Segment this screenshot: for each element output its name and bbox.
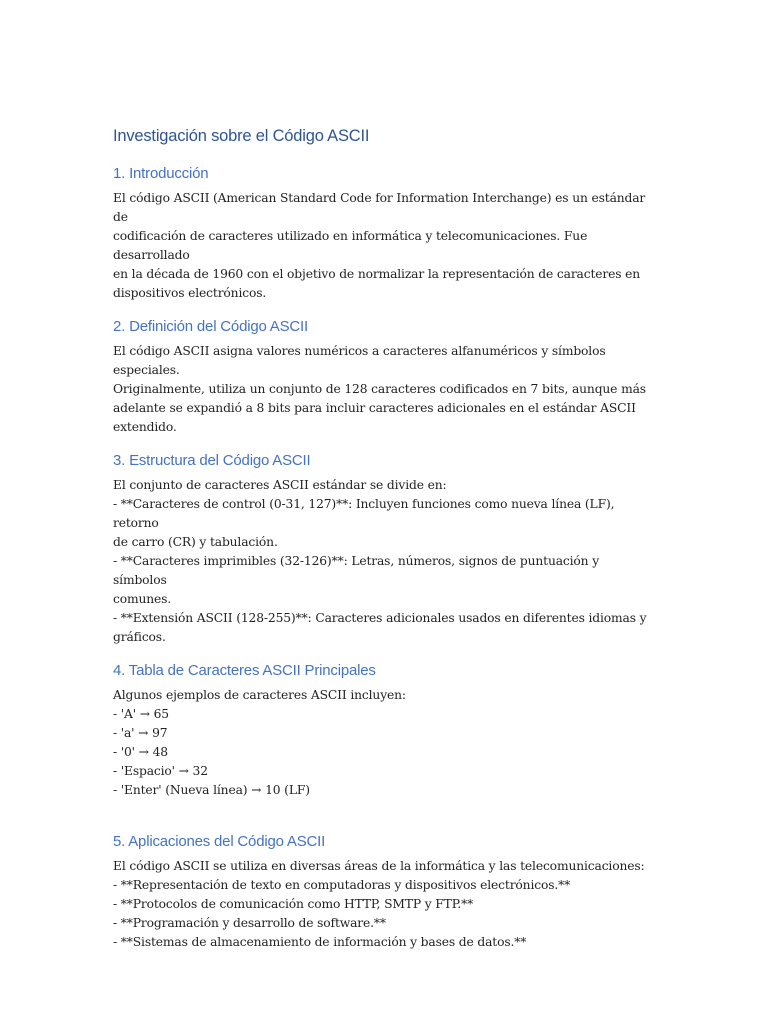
section-heading: 3. Estructura del Código ASCII <box>113 452 311 469</box>
list-item: - **Sistemas de almacenamiento de información y bases de datos.** <box>113 935 527 949</box>
text-line: de carro (CR) y tabulación. <box>113 535 278 549</box>
list-item: - **Caracteres de control (0-31, 127)**: Incluyen funciones como nueva línea (LF), retorno <box>113 497 615 530</box>
text-line: codificación de caracteres utilizado en informática y telecomunicaciones. Fue desarrollado <box>113 229 588 262</box>
text-line: El código ASCII se utiliza en diversas áreas de la informática y las telecomunicaciones: <box>113 859 645 873</box>
list-item: - 'Espacio' → 32 <box>113 764 208 778</box>
section-body <box>113 342 768 437</box>
section-body <box>113 189 768 303</box>
text-line: adelante se expandió a 8 bits para incluir caracteres adicionales en el estándar ASCII <box>113 401 636 415</box>
section-heading: 4. Tabla de Caracteres ASCII Principales <box>113 662 376 679</box>
text-line: El código ASCII (American Standard Code for Information Interchange) es un estándar de <box>113 191 646 224</box>
section-introduccion <box>113 163 768 303</box>
section-estructura <box>113 450 768 647</box>
section-heading: 1. Introducción <box>113 165 209 182</box>
section-body <box>113 476 768 647</box>
text-line: Algunos ejemplos de caracteres ASCII incluyen: <box>113 688 406 702</box>
section-tabla <box>113 660 768 800</box>
list-item: - **Caracteres imprimibles (32-126)**: Letras, números, signos de puntuación y símbolos <box>113 554 600 587</box>
list-item: - **Programación y desarrollo de software.** <box>113 916 386 930</box>
list-item: - **Protocolos de comunicación como HTTP, SMTP y FTP.** <box>113 897 474 911</box>
text-line: comunes. <box>113 592 172 606</box>
section-heading: 2. Definición del Código ASCII <box>113 318 308 335</box>
list-item: - **Representación de texto en computadoras y dispositivos electrónicos.** <box>113 878 571 892</box>
list-item: - **Extensión ASCII (128-255)**: Caracteres adicionales usados en diferentes idiomas y <box>113 611 647 625</box>
text-line: extendido. <box>113 420 177 434</box>
list-item: - 'a' → 97 <box>113 726 168 740</box>
list-item: - '0' → 48 <box>113 745 168 759</box>
section-body <box>113 857 768 952</box>
text-line: gráficos. <box>113 630 166 644</box>
list-item: - 'Enter' (Nueva línea) → 10 (LF) <box>113 783 310 797</box>
document-title: Investigación sobre el Código ASCII <box>113 127 370 145</box>
list-item: - 'A' → 65 <box>113 707 169 721</box>
section-definicion <box>113 316 768 437</box>
text-line: El conjunto de caracteres ASCII estándar se divide en: <box>113 478 447 492</box>
section-body <box>113 686 768 800</box>
text-line: Originalmente, utiliza un conjunto de 128 caracteres codificados en 7 bits, aunque más <box>113 382 646 396</box>
section-heading: 5. Aplicaciones del Código ASCII <box>113 833 326 850</box>
section-aplicaciones <box>113 831 768 952</box>
text-line: El código ASCII asigna valores numéricos a caracteres alfanuméricos y símbolos especiales. <box>113 344 606 377</box>
text-line: en la década de 1960 con el objetivo de normalizar la representación de caracteres en <box>113 267 641 281</box>
text-line: dispositivos electrónicos. <box>113 286 267 300</box>
